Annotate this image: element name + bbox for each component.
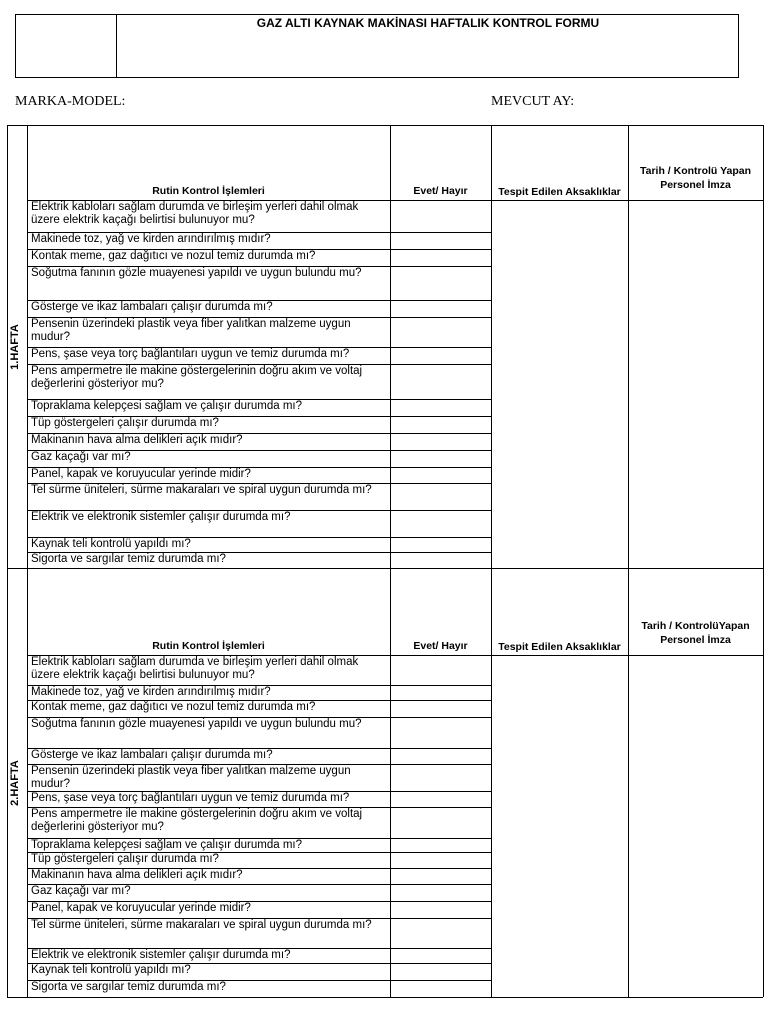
yes-no-header: Evet/ Hayır [413, 185, 468, 197]
check-item-text: Gösterge ve ikaz lambaları çalışır durumda mı? [31, 301, 273, 313]
check-item-text: Pens ampermetre ile makine göstergelerinin doğru akım ve voltaj değerlerini gösteriyor mu? [31, 808, 363, 833]
check-item-text: Tel sürme üniteleri, sürme makaraları ve spiral uygun durumda mı? [31, 919, 372, 931]
check-item-text: Elektrik kabloları sağlam durumda ve birleşim yerleri dahil olmak üzere elektrik kaçağı belirtisi bulunuyor mu? [31, 656, 359, 681]
check-item-text: Kontak meme, gaz dağıtıcı ve nozul temiz durumda mı? [31, 250, 316, 262]
check-item-text: Pensenin üzerindeki plastik veya fiber yalıtkan malzeme uygun mudur? [31, 318, 351, 343]
check-item-text: Soğutma fanının gözle muayenesi yapıldı ve uygun bulundu mu? [31, 267, 362, 279]
check-item-text: Makinede toz, yağ ve kirden arındırılmış mıdır? [31, 233, 271, 245]
check-item-text: Panel, kapak ve koruyucular yerinde midir? [31, 468, 251, 480]
check-item-text: Sigorta ve sargılar temiz durumda mı? [31, 981, 226, 993]
yes-no-column-divider [390, 568, 391, 997]
logo-placeholder [15, 14, 117, 78]
routine-checks-header: Rutin Kontrol İşlemleri [152, 640, 265, 652]
week-label: 1.HAFTA [9, 323, 21, 370]
check-item-text: Makinanın hava alma delikleri açık mıdır? [31, 869, 243, 881]
check-item-text: Topraklama kelepçesi sağlam ve çalışır durumda mı? [31, 839, 303, 851]
form-title: GAZ ALTI KAYNAK MAKİNASI HAFTALIK KONTROL FORMU [256, 16, 600, 30]
table-border-left [7, 568, 8, 997]
week-label: 2.HAFTA [9, 759, 21, 806]
check-item-text: Elektrik kabloları sağlam durumda ve birleşim yerleri dahil olmak üzere elektrik kaçağı belirtisi bulunuyor mu? [31, 201, 359, 226]
check-item-text: Elektrik ve elektronik sistemler çalışır durumda mı? [31, 949, 291, 961]
check-item-text: Pens, şase veya torç bağlantıları uygun ve temiz durumda mı? [31, 792, 350, 804]
check-item-text: Topraklama kelepçesi sağlam ve çalışır durumda mı? [31, 400, 303, 412]
check-item-text: Gaz kaçağı var mı? [31, 451, 131, 463]
check-item-text: Pens, şase veya torç bağlantıları uygun ve temiz durumda mı? [31, 348, 350, 360]
check-item-text: Tüp göstergeleri çalışır durumda mı? [31, 417, 219, 429]
check-item-text: Makinede toz, yağ ve kirden arındırılmış mıdır? [31, 686, 271, 698]
week-column-divider [27, 568, 28, 997]
check-item-text: Soğutma fanının gözle muayenesi yapıldı ve uygun bulundu mu? [31, 718, 362, 730]
check-item-text: Sigorta ve sargılar temiz durumda mı? [31, 553, 226, 565]
faults-column-divider [491, 568, 492, 997]
table-border-top [7, 125, 763, 126]
brand-model-label: MARKA-MODEL: [15, 94, 126, 109]
signature-header: Tarih / Kontrolü Yapan Personel İmza [639, 165, 752, 191]
yes-no-header: Evet/ Hayır [413, 640, 468, 652]
check-item-text: Tel sürme üniteleri, sürme makaraları ve spiral uygun durumda mı? [31, 484, 372, 496]
current-month-label: MEVCUT AY: [491, 94, 575, 109]
faults-header: Tespit Edilen Aksaklıklar [498, 641, 621, 653]
check-item-text: Kaynak teli kontrolü yapıldı mı? [31, 538, 191, 550]
table-border-bottom [7, 997, 763, 998]
check-item-text: Panel, kapak ve koruyucular yerinde midir? [31, 902, 251, 914]
check-item-text: Makinanın hava alma delikleri açık mıdır? [31, 434, 243, 446]
check-item-text: Elektrik ve elektronik sistemler çalışır durumda mı? [31, 511, 291, 523]
faults-header: Tespit Edilen Aksaklıklar [498, 186, 621, 198]
signature-header: Tarih / KontrolüYapan Personel İmza [641, 620, 750, 646]
table-border-top [7, 568, 763, 569]
routine-checks-header: Rutin Kontrol İşlemleri [152, 185, 265, 197]
check-item-text: Kontak meme, gaz dağıtıcı ve nozul temiz durumda mı? [31, 701, 316, 713]
check-item-text: Pens ampermetre ile makine göstergelerinin doğru akım ve voltaj değerlerini gösteriyor mu? [31, 365, 363, 390]
check-item-text: Kaynak teli kontrolü yapıldı mı? [31, 964, 191, 976]
table-border-right [763, 125, 764, 568]
check-item-text: Gösterge ve ikaz lambaları çalışır durumda mı? [31, 749, 273, 761]
table-border-right [763, 568, 764, 997]
table-border-left [7, 125, 8, 568]
check-item-text: Pensenin üzerindeki plastik veya fiber yalıtkan malzeme uygun mudur? [31, 765, 351, 790]
check-item-text: Gaz kaçağı var mı? [31, 885, 131, 897]
check-item-text: Tüp göstergeleri çalışır durumda mı? [31, 853, 219, 865]
